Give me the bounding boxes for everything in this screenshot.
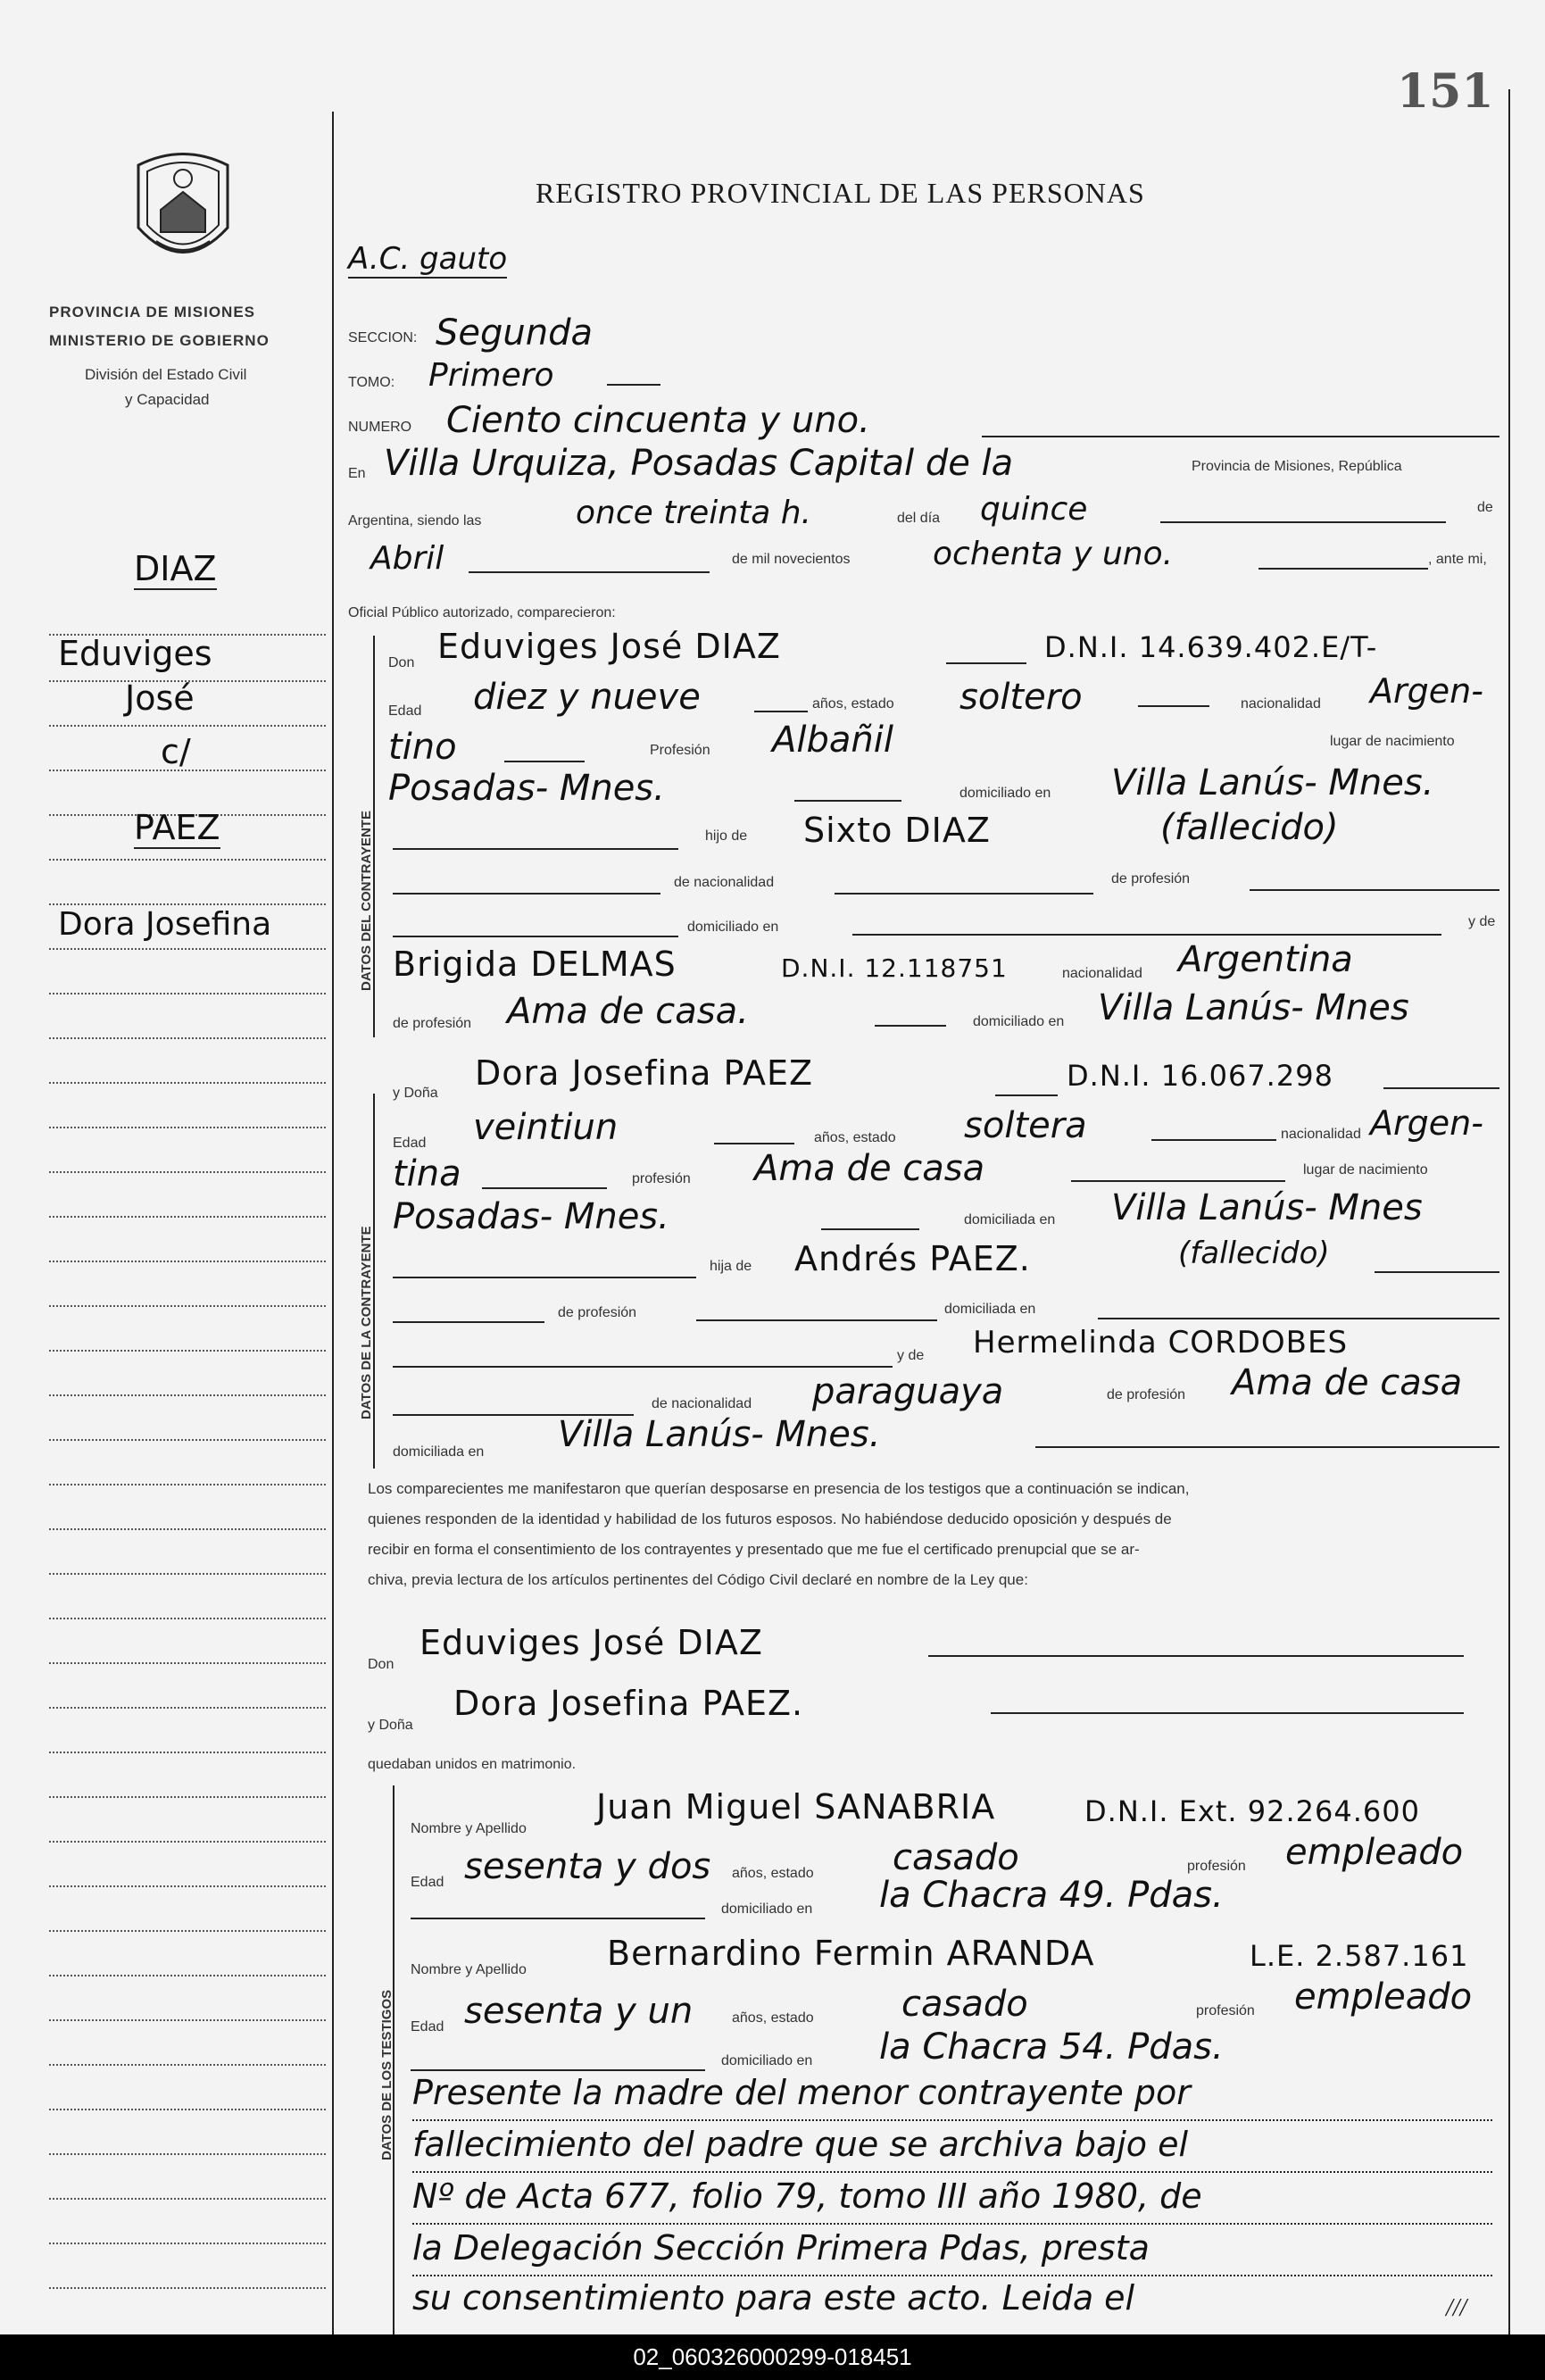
mes-line: [469, 571, 710, 573]
contrayente-padre-nota: (fallecido): [1160, 807, 1339, 848]
hijo-label: hijo de: [705, 828, 748, 844]
nota-underline-4: [412, 2275, 1492, 2276]
edad-label: Edad: [388, 703, 422, 719]
contrayenta-edad-line: [714, 1143, 794, 1144]
hora-value: once treinta h.: [576, 495, 811, 531]
margin-surname-1: DIAZ: [134, 549, 217, 588]
nota-line-1: Presente la madre del menor contrayente por: [412, 2073, 1191, 2112]
declaration-line-3: recibir en forma el consentimiento de los contrayentes y presentado que me fue el certificado prenupcial que se ar-: [368, 1541, 1140, 1558]
t2-nombre-label: Nombre y Apellido: [411, 1962, 527, 1977]
edad-line: [754, 711, 808, 712]
ca-dom-en-line: [1098, 1318, 1499, 1319]
ca-de-prof-pre-line: [393, 1321, 544, 1323]
contrayenta-y-de-label: y de: [897, 1348, 925, 1363]
dia-line: [1160, 521, 1446, 523]
margin-name-2: Dora Josefina: [58, 906, 272, 943]
contrayenta-madre-dom: Villa Lanús- Mnes.: [558, 1414, 881, 1455]
dom-en-pre-line: [393, 936, 678, 937]
t2-domicilio: la Chacra 54. Pdas.: [879, 2026, 1224, 2068]
hija-label: hija de: [710, 1259, 752, 1274]
t1-edad-label: Edad: [411, 1875, 444, 1890]
contrayenta-madre-prof-label: de profesión: [1107, 1387, 1186, 1402]
t1-estado: casado: [893, 1837, 1019, 1878]
contrayenta-anios-label: años, estado: [814, 1130, 896, 1145]
mes-value: Abril: [370, 540, 444, 577]
contrayente-name-line: [946, 662, 1026, 664]
contrayenta-dni-line: [1383, 1087, 1499, 1089]
t2-profesion-label: profesión: [1196, 2003, 1255, 2018]
t1-profesion-label: profesión: [1187, 1859, 1246, 1874]
contrayenta-name: Dora Josefina PAEZ: [475, 1053, 814, 1093]
domiciliado-label: domiciliado en: [959, 786, 1051, 801]
nota-line-2: fallecimiento del padre que se archiva bajo el: [412, 2125, 1189, 2164]
contrayenta-madre-nac: paraguaya: [812, 1371, 1004, 1412]
page-number: 151: [1397, 64, 1494, 119]
anio-value: ochenta y uno.: [933, 536, 1174, 572]
corner-mark: ///: [1446, 2294, 1467, 2322]
hija-post-line: [1375, 1271, 1499, 1273]
dom-en-label: domiciliado en: [687, 920, 779, 935]
contrayenta-domicilio: Villa Lanús- Mnes: [1111, 1187, 1423, 1228]
contrayente-name: Eduviges José DIAZ: [437, 627, 781, 666]
ante-mi-label: , ante mi,: [1428, 552, 1487, 567]
contrayente-madre-dni: D.N.I. 12.118751: [781, 953, 1008, 983]
contrayenta-name-line: [995, 1094, 1058, 1096]
t2-anios-label: años, estado: [732, 2010, 814, 2026]
contrayenta-de-prof-label: de profesión: [558, 1305, 637, 1320]
contrayenta-nacionalidad: Argen-: [1370, 1103, 1483, 1143]
declaration-line-4: chiva, previa lectura de los artículos pertinentes del Código Civil declaré en nombre de la Ley que:: [368, 1571, 1028, 1588]
contrayenta-nac-cont-line: [482, 1187, 607, 1189]
contrayente-lugar-nac: Posadas- Mnes.: [388, 768, 665, 809]
t1-nombre-label: Nombre y Apellido: [411, 1821, 527, 1836]
division-line-1: División del Estado Civil: [85, 366, 247, 383]
margin-conjunction: c/: [161, 732, 191, 771]
de-mil-label: de mil novecientos: [732, 552, 851, 567]
contrayente-madre-dom: Villa Lanús- Mnes: [1098, 987, 1409, 1028]
nota-underline-1: [412, 2119, 1492, 2121]
nacionalidad-label: nacionalidad: [1241, 696, 1321, 712]
contrayente-edad: diez y nueve: [473, 677, 701, 718]
margin-name-1a: Eduviges: [58, 634, 212, 673]
tomo-label: TOMO:: [348, 375, 395, 390]
numero-label: NUMERO: [348, 420, 412, 435]
seccion-label: SECCION:: [348, 330, 418, 345]
tomo-value: Primero: [428, 357, 554, 394]
de-prof-line: [1250, 889, 1499, 891]
numero-line: [982, 436, 1499, 437]
oficial-label: Oficial Público autorizado, comparecieron:: [348, 605, 616, 620]
de-prof-label: de profesión: [1111, 871, 1191, 886]
contrayenta-side-label: DATOS DE LA CONTRAYENTE: [359, 1226, 374, 1419]
province-name: PROVINCIA DE MISIONES: [49, 304, 256, 320]
anios-label: años, estado: [812, 696, 894, 712]
de-label: de: [1477, 500, 1493, 515]
t2-nombre: Bernardino Fermin ARANDA: [607, 1934, 1095, 1973]
hija-pre-line: [393, 1277, 696, 1278]
ca-de-prof-line: [696, 1319, 937, 1321]
declaration-line-2: quienes responden de la identidad y habilidad de los futuros esposos. No habiéndose deducido oposición y después de: [368, 1510, 1172, 1527]
contrayenta-nacionalidad-cont: tina: [393, 1153, 461, 1194]
dona-label: y Doña: [393, 1086, 438, 1101]
t2-dom-pre-line: [411, 2069, 705, 2071]
t1-dom-pre-line: [411, 1918, 705, 1919]
dom-en-line: [852, 934, 1441, 936]
provincial-seal: [120, 143, 245, 277]
contrayente-padre: Sixto DIAZ: [803, 811, 991, 850]
t2-domiciliado-label: domiciliado en: [721, 2053, 813, 2068]
contrayenta-prof-line: [1071, 1180, 1285, 1182]
contrayenta-nacionalidad-label: nacionalidad: [1281, 1127, 1361, 1142]
seccion-value: Segunda: [436, 312, 593, 354]
frame-right-line: [1508, 89, 1510, 2334]
t2-estado: casado: [901, 1984, 1028, 2025]
footer-id-bar: 02_060326000299-018451: [0, 2334, 1545, 2380]
contrayenta-madre-prof: Ama de casa: [1232, 1362, 1463, 1403]
nota-line-5: su consentimiento para este acto. Leida el: [412, 2278, 1135, 2318]
contrayenta-profesion-label: profesión: [632, 1171, 691, 1186]
contrayenta-padre-nota: (fallecido): [1178, 1236, 1330, 1271]
nota-line-3: Nº de Acta 677, folio 79, tomo III año 1980, de: [412, 2176, 1202, 2216]
contrayenta-madre-dom-label: domiciliada en: [393, 1444, 485, 1460]
declaration-line-1: Los comparecientes me manifestaron que querían desposarse en presencia de los testigos que a continuación se indican,: [368, 1480, 1190, 1497]
contrayente-side-label: DATOS DEL CONTRAYENTE: [359, 811, 374, 991]
contrayenta-lugar-nac-line: [821, 1228, 919, 1230]
declaration-dona: Dora Josefina PAEZ.: [453, 1684, 804, 1723]
contrayente-madre-nac: Argentina: [1178, 939, 1353, 980]
decl-dona-line: [991, 1712, 1464, 1714]
division-line-2: y Capacidad: [125, 391, 210, 408]
contrayenta-edad: veintiun: [473, 1107, 619, 1148]
dia-value: quince: [980, 491, 1088, 528]
contrayente-domicilio: Villa Lanús- Mnes.: [1111, 762, 1434, 803]
registry-title: REGISTRO PROVINCIAL DE LAS PERSONAS: [536, 177, 1145, 209]
madre-dom-label: domiciliado en: [973, 1014, 1065, 1029]
contrayente-profesion: Albañil: [772, 720, 893, 761]
provincia-label: Provincia de Misiones, República: [1192, 459, 1402, 474]
ca-y-de-pre-line: [393, 1366, 893, 1368]
contrayente-madre: Brigida DELMAS: [393, 945, 677, 984]
t1-anios-label: años, estado: [732, 1866, 814, 1881]
decl-don-line: [928, 1655, 1464, 1657]
ac-signature: A.C. gauto: [348, 241, 508, 277]
contrayenta-estado: soltera: [964, 1105, 1087, 1146]
nota-line-4: la Delegación Sección Primera Pdas, presta: [412, 2228, 1150, 2268]
ministry-name: MINISTERIO DE GOBIERNO: [49, 332, 270, 349]
madre-nac-label: nacionalidad: [1062, 966, 1142, 981]
ca-madre-dom-line: [1035, 1446, 1499, 1448]
del-dia-label: del día: [897, 511, 941, 526]
nota-underline-3: [412, 2223, 1492, 2225]
lugar-nac-label: lugar de nacimiento: [1330, 734, 1455, 749]
madre-prof-label: de profesión: [393, 1016, 472, 1031]
lugar-value: Villa Urquiza, Posadas Capital de la: [384, 443, 1014, 484]
contrayente-nacionalidad-cont: tino: [388, 727, 457, 768]
seal-text: [125, 263, 241, 271]
declaration-dona-label: y Doña: [368, 1718, 413, 1733]
t1-domiciliado-label: domiciliado en: [721, 1902, 813, 1917]
contrayenta-dom-en-label: domiciliada en: [944, 1302, 1036, 1317]
estado-line: [1138, 705, 1209, 707]
t2-edad-label: Edad: [411, 2019, 444, 2035]
t1-profesion: empleado: [1285, 1832, 1464, 1873]
nota-underline-2: [412, 2171, 1492, 2173]
de-nac-label: de nacionalidad: [674, 875, 775, 890]
lugar-nac-line: [794, 800, 901, 802]
contrayenta-profesion: Ama de casa: [754, 1148, 985, 1189]
madre-prof-line: [875, 1025, 946, 1027]
declaration-don-label: Don: [368, 1657, 395, 1672]
contrayenta-dni: D.N.I. 16.067.298: [1067, 1059, 1333, 1093]
argentina-label: Argentina, siendo las: [348, 513, 482, 528]
t1-edad: sesenta y dos: [464, 1846, 711, 1887]
t1-nombre: Juan Miguel SANABRIA: [596, 1787, 996, 1827]
en-label: En: [348, 466, 366, 481]
margin-surname-2: PAEZ: [134, 808, 220, 847]
contrayente-dni: D.N.I. 14.639.402.E/T-: [1044, 630, 1378, 664]
contrayenta-madre: Hermelinda CORDOBES: [973, 1325, 1349, 1361]
de-nac-line: [835, 893, 1093, 895]
declaration-don: Eduviges José DIAZ: [419, 1623, 763, 1662]
tomo-line: [607, 384, 660, 386]
t2-edad: sesenta y un: [464, 1991, 694, 2032]
contrayenta-lugar-nac-label: lugar de nacimiento: [1303, 1162, 1428, 1178]
frame-left-line: [332, 112, 334, 2334]
contrayente-madre-prof: Ama de casa.: [507, 991, 749, 1032]
contrayenta-domiciliada-label: domiciliada en: [964, 1212, 1056, 1227]
testigos-side-label: DATOS DE LOS TESTIGOS: [379, 1989, 395, 2160]
contrayente-nacionalidad: Argen-: [1370, 671, 1483, 711]
y-de-label: y de: [1468, 914, 1496, 929]
contrayenta-estado-line: [1151, 1139, 1276, 1141]
t2-dni: L.E. 2.587.161: [1250, 1939, 1469, 1973]
t1-domicilio: la Chacra 49. Pdas.: [879, 1875, 1224, 1916]
anio-line: [1258, 568, 1428, 570]
quedaban-text: quedaban unidos en matrimonio.: [368, 1757, 577, 1772]
contrayenta-lugar-nac: Posadas- Mnes.: [393, 1196, 669, 1237]
t2-profesion: empleado: [1294, 1976, 1473, 2018]
contrayenta-de-nac-label: de nacionalidad: [652, 1396, 752, 1411]
don-label: Don: [388, 655, 415, 670]
contrayenta-padre: Andrés PAEZ.: [794, 1239, 1031, 1278]
profesion-label: Profesión: [650, 743, 710, 758]
contrayente-estado: soltero: [959, 677, 1083, 718]
numero-value: Ciento cincuenta y uno.: [446, 400, 870, 441]
margin-name-1b: José: [125, 678, 195, 718]
contrayenta-edad-label: Edad: [393, 1136, 427, 1151]
hijo-pre-line: [393, 848, 678, 850]
de-nac-pre-line: [393, 893, 660, 895]
nac-cont-line: [504, 761, 585, 762]
t1-dni: D.N.I. Ext. 92.264.600: [1084, 1794, 1420, 1828]
